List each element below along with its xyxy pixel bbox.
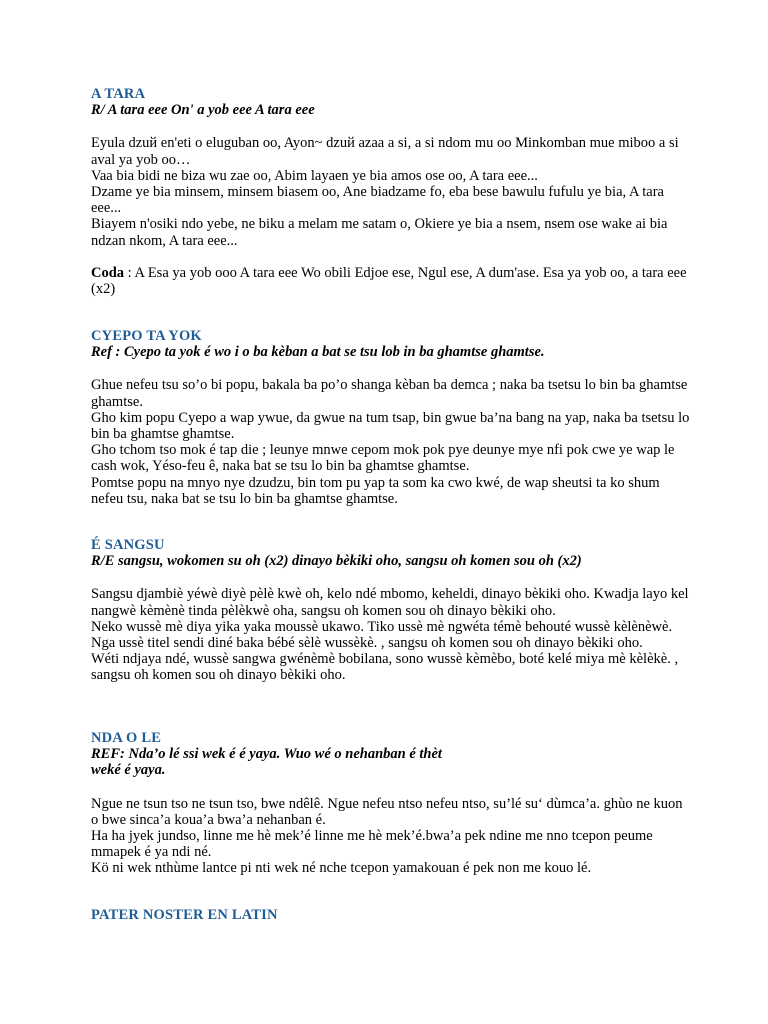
song-refrain — [91, 553, 691, 569]
verse: Sangsu djambiè yéwè diyè pèlè kwè oh, kelo ndé mbomo, keheldi, dinayo bèkiki oho. Kwadja layo kel nangwè kèmènè tinda pèlèkwè oha, sangsu oh komen sou oh dinayo bèkiki oho. — [91, 586, 689, 619]
refrain-line: Ref : Cyepo ta yok é wo i o ba kèban a bat se tsu lob in ba ghamtse ghamtse. — [91, 344, 545, 361]
song-refrain — [91, 102, 691, 118]
song-pater-noster — [91, 907, 691, 923]
song-verses — [91, 135, 691, 248]
refrain-line: REF: Nda’o lé ssi wek é é yaya. Wuo wé o nehanban é thèt — [91, 746, 442, 763]
song-verses — [91, 796, 691, 877]
verse: Neko wussè mè diya yika yaka moussè ukawo. Tiko ussè mè ngwéta témè behouté wussè kèlènèwè. Nga ussè titel sendi diné baka bébé sèlè wussèkè. , sangsu oh komen sou oh dinayo bèkiki oho. — [91, 618, 673, 652]
refrain-line: R/ A tara eee On' a yob eee A tara eee — [91, 102, 315, 119]
song-nda-o-le — [91, 730, 691, 877]
verse: Eyula dzuй en'eti o eluguban oo, Ayon~ dzuй azaa a si, a si ndom mu oo Minkomban mue miboo a si aval ya yob oo… — [91, 135, 679, 168]
verse: Pomtse popu na mnyo nye dzudzu, bin tom pu yap ta som ka cwo kwé, de wap sheutsi ta ko shum nefeu tsu, naka bat se tsu lo bin ba ghamtse ghamtse. — [91, 474, 660, 507]
song-title: A TARA — [91, 86, 146, 102]
verse: Ghue nefeu tsu so’o bi popu, bakala ba po’o shanga kèban ba demca ; naka ba tsetsu lo bin ba ghamtse ghamtse. — [91, 377, 688, 410]
song-refrain — [91, 746, 691, 778]
song-title: PATER NOSTER EN LATIN — [91, 907, 278, 923]
song-a-tara — [91, 86, 691, 297]
verse: Vaa bia bidi ne biza wu zae oo, Abim layaen ye bia amos ose oo, A tara eee... — [91, 167, 538, 184]
verse: Dzame ye bia minsem, minsem biasem oo, Ane biadzame fo, eba bese bawulu fufulu ye bia, A tara eee... — [91, 184, 664, 217]
verse: Gho kim popu Cyepo a wap ywue, da gwue na tum tsap, bin gwue ba’na bang na yap, naka ba tsetsu lo bin ba ghamtse ghamtse. — [91, 409, 690, 443]
verse: Ngue ne tsun tso ne tsun tso, bwe ndêlê. Ngue nefeu ntso nefeu ntso, su’lé su‘ dùmca’a. ghùo ne kuon o bwe sinca’a koua’a bwa’a nehanban é. — [91, 795, 683, 828]
coda-text: : A Esa ya yob ooo A tara eee Wo obili Edjoe ese, Ngul ese, A dum'ase. Esa ya yob oo, a tara eee (x2) — [91, 264, 687, 298]
refrain-line: weké é yaya. — [91, 762, 166, 779]
verse: Wéti ndjaya ndé, wussè sangwa gwénèmè bobilana, sono wussè kèmèbo, boté kelé miya mè kèlèkè. , sangsu oh komen sou oh dinayo bèkiki oho. — [91, 651, 679, 684]
verse: Kö ni wek nthùme lantce pi nti wek né nche tcepon yamakouan é pek non me kouo lé. — [91, 860, 592, 877]
song-verses — [91, 377, 691, 507]
refrain-line: R/E sangsu, wokomen su oh (x2) dinayo bèkiki oho, sangsu oh komen sou oh (x2) — [91, 553, 582, 570]
song-cyepo-ta-yok — [91, 328, 691, 507]
song-title: NDA O LE — [91, 730, 162, 746]
verse: Gho tchom tso mok é tap die ; leunye mnwe cepom mok pok pye deunye mye nfi pok cwe ye wap le cash wok, Yéso-feu ê, naka bat se tsu lo bin ba ghamtse ghamtse. — [91, 442, 675, 475]
song-verses — [91, 586, 691, 683]
verse: Biayem n'osiki ndo yebe, ne biku a melam me satam o, Okiere ye bia a nsem, nsem ose wake ai bia ndzan nkom, A tara eee... — [91, 216, 668, 249]
verse: Ha ha jyek jundso, linne me hè mek’é linne me hè mek’é.bwa’a pek ndine me nno tcepon peume mmapek é ya ndi né. — [91, 828, 653, 861]
song-title: CYEPO TA YOK — [91, 328, 202, 344]
coda-label: Coda — [91, 264, 125, 281]
song-coda — [91, 265, 691, 297]
song-refrain — [91, 344, 691, 360]
song-e-sangsu — [91, 537, 691, 684]
song-title: É SANGSU — [91, 537, 165, 553]
